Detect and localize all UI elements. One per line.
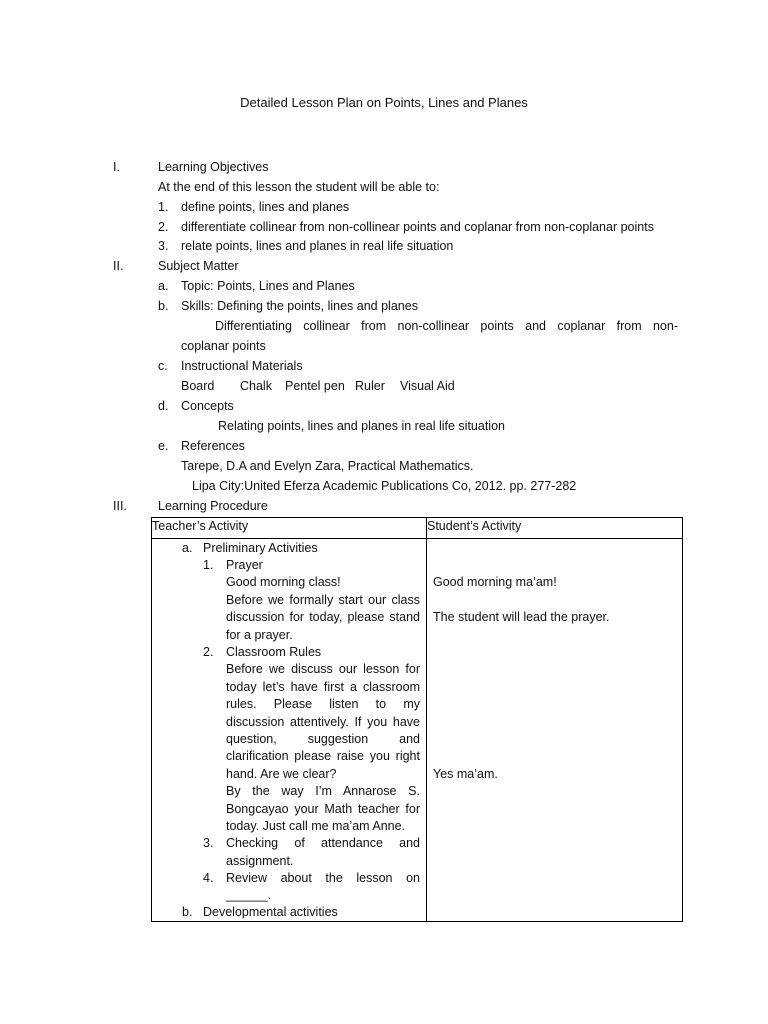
teacher-line: Before we formally start our class [226,593,420,607]
objective-item: relate points, lines and planes in real life situation [181,239,454,253]
list-letter: b. [158,299,169,313]
teacher-line: rules. Please listen to my [226,697,420,711]
teacher-line: today. Just call me ma’am Anne. [226,819,406,833]
document-title: Detailed Lesson Plan on Points, Lines and Planes [240,95,528,110]
teacher-line: question, suggestion and [226,732,420,746]
list-number: 4. [203,871,214,885]
teacher-line: Before we discuss our lesson for [226,662,420,676]
list-letter: c. [158,359,168,373]
list-letter: a. [158,279,169,293]
material-item: Visual Aid [400,379,455,393]
reference-line: Lipa City:United Eferza Academic Publications Co, 2012. pp. 277-282 [192,479,577,493]
list-letter: e. [158,439,169,453]
subject-skills: Skills: Defining the points, lines and planes [181,299,418,313]
section-numeral: II. [113,259,124,273]
objectives-intro: At the end of this lesson the student will be able to: [158,180,440,194]
student-activity-header: Student’s Activity [427,518,683,539]
teacher-line: discussion for today, please stand [226,610,420,624]
student-activity-cell [427,539,683,922]
material-item: Chalk [240,379,272,393]
list-number: 2. [203,645,214,659]
concepts-heading: Concepts [181,399,234,413]
teacher-line: By the way I’m Annarose S. [226,784,420,798]
list-letter: d. [158,399,169,413]
teacher-line: Review about the lesson on [226,871,420,885]
material-item: Board [181,379,215,393]
subject-topic: Topic: Points, Lines and Planes [181,279,355,293]
section-heading: Learning Procedure [158,499,268,513]
objective-item: define points, lines and planes [181,200,350,214]
teacher-line: hand. Are we clear? [226,767,337,781]
teacher-line: Good morning class! [226,575,341,589]
activity-table [151,517,683,922]
student-response: The student will lead the prayer. [433,610,610,624]
activity-title: Classroom Rules [226,645,322,659]
teacher-line: assignment. [226,854,294,868]
instructional-materials-heading: Instructional Materials [181,359,303,373]
list-number: 1. [203,558,214,572]
teacher-line: Checking of attendance and [226,836,420,850]
teacher-line: ______. [226,888,272,902]
list-number: 3. [203,836,214,850]
skills-continuation: Differentiating collinear from non-collinear points and coplanar from non- [215,319,678,333]
skills-continuation: coplanar points [181,339,266,353]
activity-heading: Developmental activities [203,905,338,919]
section-heading: Learning Objectives [158,160,269,174]
list-letter: a. [182,541,193,555]
teacher-activity-header: Teacher’s Activity [152,518,427,539]
reference-line: Tarepe, D.A and Evelyn Zara, Practical Mathematics. [181,459,474,473]
section-numeral: I. [113,160,120,174]
list-letter: b. [182,905,193,919]
objective-item: differentiate collinear from non-collinear points and coplanar from non-coplanar points [181,220,654,234]
teacher-line: clarification please raise you right [226,749,420,763]
student-response: Good morning ma’am! [433,575,557,589]
list-number: 3. [158,239,169,253]
section-numeral: III. [113,499,127,513]
section-heading: Subject Matter [158,259,239,273]
references-heading: References [181,439,245,453]
student-response: Yes ma’am. [433,767,498,781]
activity-heading: Preliminary Activities [203,541,318,555]
table-header-row [152,518,683,539]
material-item: Ruler [355,379,385,393]
teacher-activity-cell [152,539,427,922]
list-number: 2. [158,220,169,234]
table-row [152,539,683,922]
teacher-line: discussion attentively. If you have [226,715,420,729]
activity-title: Prayer [226,558,263,572]
concepts-text: Relating points, lines and planes in real life situation [218,419,505,433]
teacher-line: today let’s have first a classroom [226,680,420,694]
material-item: Pentel pen [285,379,345,393]
list-number: 1. [158,200,169,214]
teacher-line: for a prayer. [226,628,293,642]
teacher-line: Bongcayao your Math teacher for [226,802,420,816]
